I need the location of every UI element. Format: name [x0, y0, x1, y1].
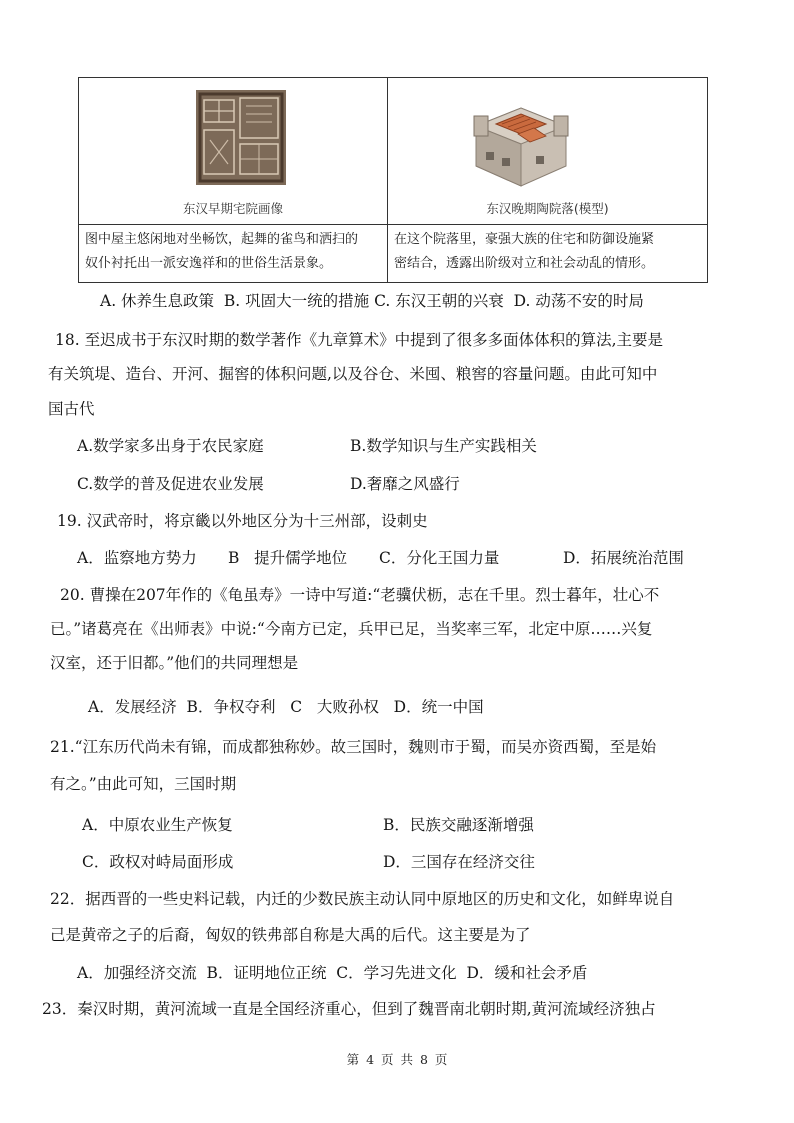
- q21-option-c: C．政权对峙局面形成: [82, 853, 234, 871]
- q19-option-c: C．分化王国力量: [379, 549, 500, 567]
- q20-stem-line: 20. 曹操在207年作的《龟虽寿》一诗中写道:“老骥伏枥，志在千里。烈士暮年，壮心不: [60, 586, 660, 604]
- left-description-line: 图中屋主悠闲地对坐畅饮，起舞的雀鸟和洒扫的: [85, 232, 359, 247]
- q22-options: A．加强经济交流 B．证明地位正统 C．学习先进文化 D．缓和社会矛盾: [77, 964, 588, 982]
- q17-options: A. 休养生息政策 B. 巩固大一统的措施 C. 东汉王朝的兴衰 D. 动荡不安的时局: [100, 292, 644, 310]
- right-description-line: 密结合，透露出阶级对立和社会动乱的情形。: [394, 256, 655, 271]
- q22-stem-line: 己是黄帝之子的后裔，匈奴的铁弗部自称是大禹的后代。这主要是为了: [50, 926, 531, 944]
- table-divider: [79, 224, 707, 225]
- q18-option-d: D.奢靡之风盛行: [350, 475, 460, 493]
- right-caption: 东汉晚期陶院落(模型): [486, 201, 609, 216]
- q18-stem-line: 有关筑堤、造台、开河、掘窖的体积问题,以及谷仓、米囤、粮窖的容量问题。由此可知中: [48, 365, 658, 383]
- left-caption: 东汉早期宅院画像: [182, 201, 283, 216]
- left-cell: [79, 78, 388, 282]
- q20-stem-line: 已。”诸葛亮在《出师表》中说:“今南方已定，兵甲已足，当奖率三军，北定中原……兴复: [50, 620, 653, 638]
- page-number-footer: 第 4 页 共 8 页: [346, 1052, 448, 1067]
- q19-stem: 19. 汉武帝时，将京畿以外地区分为十三州部，设刺史: [57, 512, 428, 530]
- q23-stem-line: 23．秦汉时期，黄河流域一直是全国经济重心，但到了魏晋南北朝时期,黄河流域经济独占: [42, 1000, 656, 1018]
- right-description: [394, 228, 701, 276]
- left-description: [85, 228, 381, 276]
- q21-stem-line: 有之。”由此可知，三国时期: [50, 775, 237, 793]
- q21-stem-line: 21.“江东历代尚未有锦，而成都独称妙。故三国时，魏则市于蜀，而吴亦资西蜀，至是始: [50, 738, 657, 756]
- q22-stem-line: 22．据西晋的一些史料记载，内迁的少数民族主动认同中原地区的历史和文化，如鲜卑说自: [50, 890, 675, 908]
- q20-stem-line: 汉室，还于旧都。”他们的共同理想是: [50, 654, 299, 672]
- q18-option-a: A.数学家多出身于农民家庭: [77, 437, 264, 455]
- q21-option-b: B．民族交融逐渐增强: [383, 816, 534, 834]
- q18-stem-line: 国古代: [48, 400, 95, 418]
- q21-option-a: A．中原农业生产恢复: [82, 816, 233, 834]
- stone-relief-image: [196, 90, 286, 185]
- q19-option-a: A．监察地方势力: [77, 549, 197, 567]
- right-description-line: 在这个院落里，豪强大族的住宅和防御设施紧: [394, 232, 655, 247]
- right-cell: [388, 78, 707, 282]
- pottery-courtyard-image: [466, 86, 576, 191]
- q21-option-d: D．三国存在经济交往: [383, 853, 535, 871]
- q20-options: A．发展经济 B．争权夺利 C 大败孙权 D．统一中国: [88, 698, 484, 716]
- left-description-line: 奴仆衬托出一派安逸祥和的世俗生活景象。: [85, 256, 333, 271]
- q19-option-b: B 提升儒学地位: [228, 549, 348, 567]
- q18-option-b: B.数学知识与生产实践相关: [350, 437, 537, 455]
- q19-option-d: D．拓展统治范围: [563, 549, 684, 567]
- q18-stem-line: 18. 至迟成书于东汉时期的数学著作《九章算术》中提到了很多多面体体积的算法,主要是: [55, 331, 664, 349]
- q18-option-c: C.数学的普及促进农业发展: [77, 475, 264, 493]
- image-comparison-table: [78, 77, 708, 283]
